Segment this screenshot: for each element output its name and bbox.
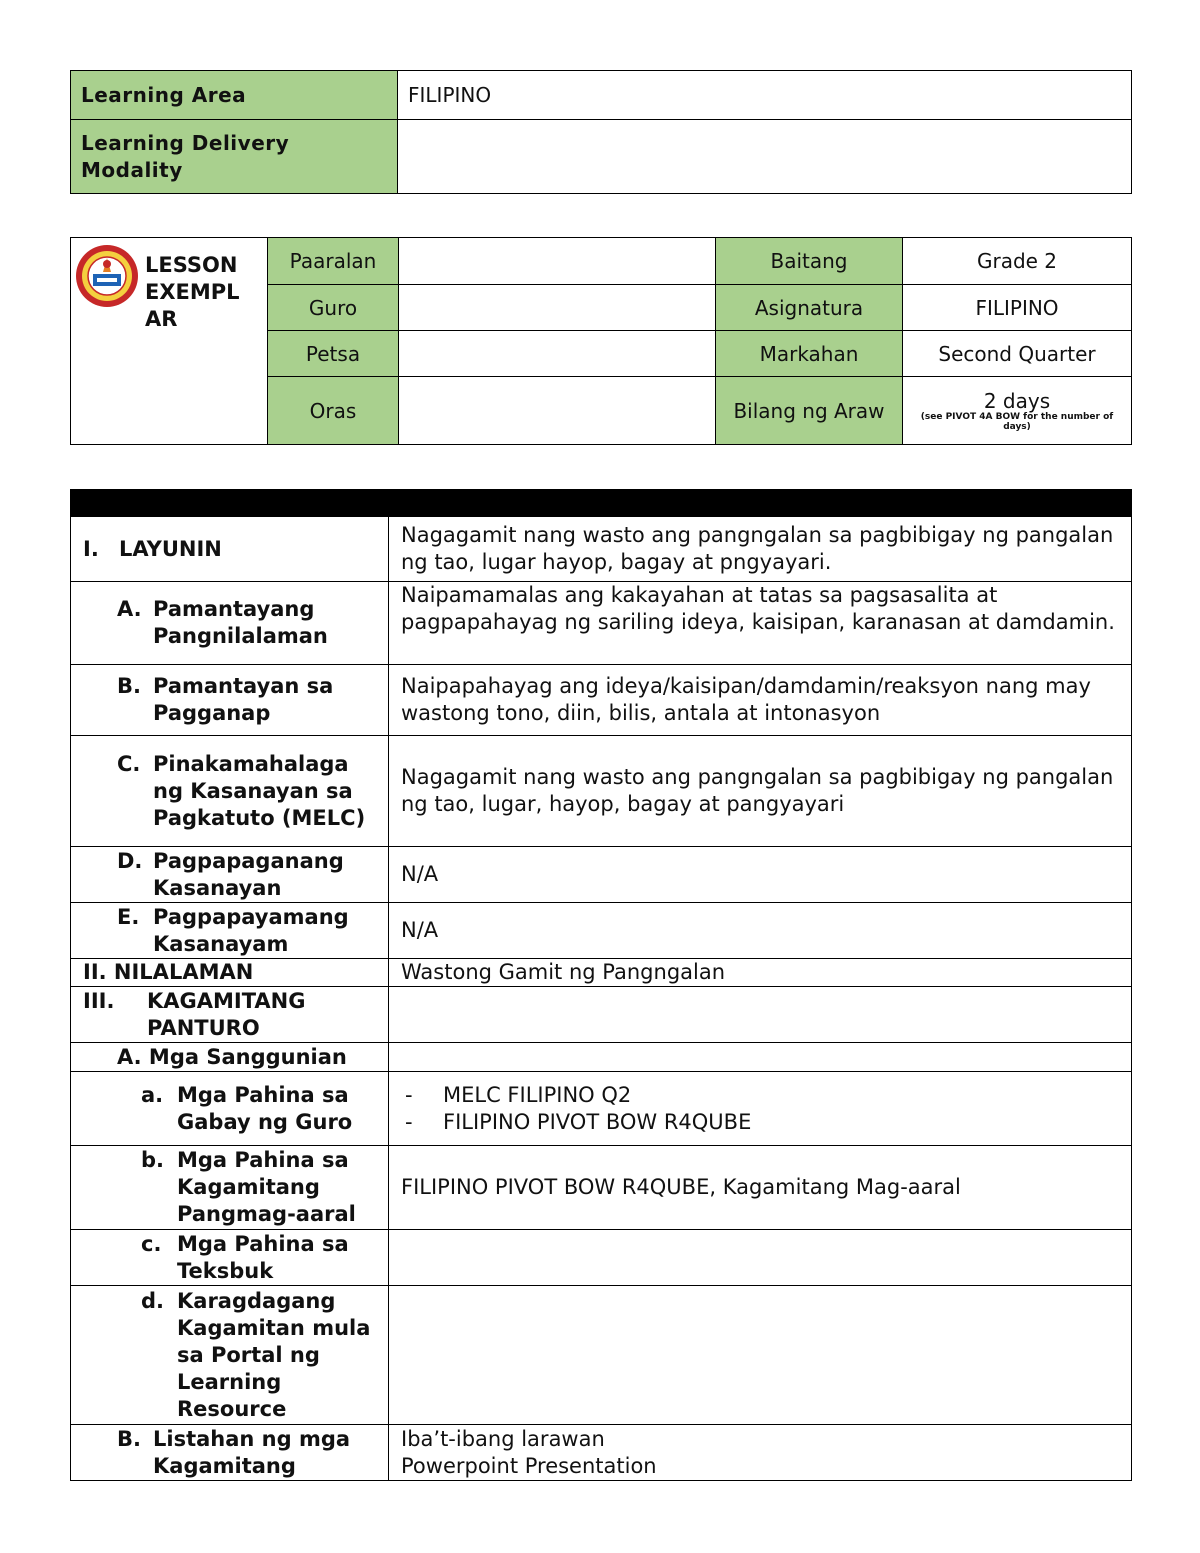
sa-bullet-2: FILIPINO PIVOT BOW R4QUBE [443, 1109, 752, 1134]
lesson-exemplar-header [71, 238, 268, 445]
pamantayan-label-cell [71, 665, 389, 736]
listahan-label: Listahan ng mga Kagamitang [153, 1426, 351, 1478]
d-value: N/A [389, 847, 1132, 903]
b-num: B. [117, 674, 141, 698]
e-label: Pagpapayamang Kasanayam [153, 904, 349, 956]
markahan-label: Markahan [716, 331, 903, 377]
petsa-label: Petsa [268, 331, 399, 377]
e-num: E. [117, 904, 140, 929]
melc-label-cell [71, 736, 389, 847]
c-label: Pinakamahalaga ng Kasanayan sa Pagkatuto (MELC) [153, 751, 366, 830]
lesson-info-table [70, 237, 1132, 445]
delivery-modality-value [398, 120, 1132, 194]
learning-area-value: FILIPINO [398, 71, 1132, 120]
deped-seal-icon [75, 244, 139, 308]
sa-num: a. [141, 1082, 164, 1107]
pamantayang-label-cell [71, 582, 389, 665]
sa-bullet-1: MELC FILIPINO Q2 [443, 1082, 632, 1107]
a-num: A. [117, 597, 142, 621]
kagamitan-label: KAGAMITANG PANTURO [147, 988, 306, 1040]
nilalaman-value: Wastong Gamit ng Pangngalan [389, 959, 1132, 987]
markahan-value: Second Quarter [903, 331, 1132, 377]
d-num: D. [117, 848, 143, 873]
listahan-num: B. [117, 1426, 141, 1451]
sd-label: Karagdagang Kagamitan mula sa Portal ng Learning Resource [177, 1288, 371, 1421]
layunin-label-cell [71, 517, 389, 582]
bullet-dash: - [405, 1082, 413, 1107]
layunin-label: LAYUNIN [119, 536, 222, 561]
table-row [71, 517, 1132, 582]
bilang-label: Bilang ng Araw [716, 377, 903, 445]
table-row [71, 1230, 1132, 1286]
sb-value: FILIPINO PIVOT BOW R4QUBE, Kagamitang Mag-aaral [389, 1146, 1132, 1230]
table-row [71, 1425, 1132, 1481]
list-item [401, 1109, 1123, 1136]
table-row [71, 1072, 1132, 1146]
kagamitan-num: III. [83, 988, 115, 1013]
sc-value [389, 1230, 1132, 1286]
table-row [71, 1146, 1132, 1230]
sc-num: c. [141, 1231, 162, 1256]
a-label: Pamantayang Pangnilalaman [153, 597, 328, 648]
asignatura-label: Asignatura [716, 285, 903, 331]
sc-label: Mga Pahina sa Teksbuk [177, 1231, 349, 1283]
sa-label: Mga Pahina sa Gabay ng Guro [177, 1082, 353, 1134]
bullet-dash: - [405, 1109, 413, 1134]
bilang-note: (see PIVOT 4A BOW for the number of days) [920, 411, 1114, 432]
layunin-value: Nagagamit nang wasto ang pangngalan sa pagbibigay ng pangalan ng tao, lugar hayop, bagay at pngyayari. [389, 517, 1132, 582]
table-header-bar [71, 490, 1132, 517]
kagamitan-value [389, 987, 1132, 1043]
guro-label: Guro [268, 285, 399, 331]
listahan-line-2: Powerpoint Presentation [401, 1453, 657, 1478]
table-row [71, 1043, 1132, 1072]
baitang-value: Grade 2 [903, 238, 1132, 285]
sa-value-cell [389, 1072, 1132, 1146]
b-value: Naipapahayag ang ideya/kaisipan/damdamin/reaksyon nang may wastong tono, diin, bilis, antala at intonasyon [389, 665, 1132, 736]
a-value: Naipamamalas ang kakayahan at tatas sa pagsasalita at pagpapahayag ng sariling ideya, kaisipan, karanasan at damdamin. [389, 582, 1132, 665]
layunin-num: I. [83, 536, 99, 561]
table-row [71, 582, 1132, 665]
sanggunian-label: A. Mga Sanggunian [71, 1043, 389, 1072]
learning-area-label: Learning Area [71, 71, 398, 120]
sb-num: b. [141, 1148, 165, 1172]
delivery-modality-label: Learning Delivery Modality [71, 120, 398, 194]
e-value: N/A [389, 903, 1132, 959]
asignatura-value: FILIPINO [903, 285, 1132, 331]
d-label-cell [71, 847, 389, 903]
sd-label-cell [71, 1286, 389, 1425]
sanggunian-value [389, 1043, 1132, 1072]
e-label-cell [71, 903, 389, 959]
table-row [71, 736, 1132, 847]
b-label: Pamantayan sa Pagganap [153, 674, 334, 725]
kagamitan-label-cell [71, 987, 389, 1043]
sc-label-cell [71, 1230, 389, 1286]
table-row [71, 987, 1132, 1043]
nilalaman-label: II. NILALAMAN [71, 959, 389, 987]
sb-label-cell [71, 1146, 389, 1230]
c-num: C. [117, 751, 141, 776]
list-item [401, 1082, 1123, 1109]
baitang-label: Baitang [716, 238, 903, 285]
table-row [71, 959, 1132, 987]
table-row [71, 903, 1132, 959]
c-value: Nagagamit nang wasto ang pangngalan sa pagbibigay ng pangalan ng tao, lugar, hayop, bagay at pangyayari [389, 736, 1132, 847]
listahan-label-cell [71, 1425, 389, 1481]
paaralan-label: Paaralan [268, 238, 399, 285]
bilang-value: 2 days [983, 388, 1051, 413]
bilang-value-cell [903, 377, 1132, 445]
table-row [71, 847, 1132, 903]
d-label: Pagpapaganang Kasanayan [153, 848, 344, 900]
table-row [71, 665, 1132, 736]
listahan-value-cell [389, 1425, 1132, 1481]
oras-label: Oras [268, 377, 399, 445]
table-row [71, 1286, 1132, 1425]
oras-value [399, 377, 716, 445]
sa-label-cell [71, 1072, 389, 1146]
sd-num: d. [141, 1288, 165, 1313]
lesson-content-table [70, 489, 1132, 1481]
lesson-exemplar-title: LESSON EXEMPLAR [145, 253, 240, 331]
sb-label: Mga Pahina sa Kagamitang Pangmag-aaral [177, 1148, 356, 1226]
guro-value [399, 285, 716, 331]
petsa-value [399, 331, 716, 377]
paaralan-value [399, 238, 716, 285]
listahan-line-1: Iba’t-ibang larawan [401, 1426, 605, 1451]
sd-value [389, 1286, 1132, 1425]
learning-area-table [70, 70, 1132, 194]
